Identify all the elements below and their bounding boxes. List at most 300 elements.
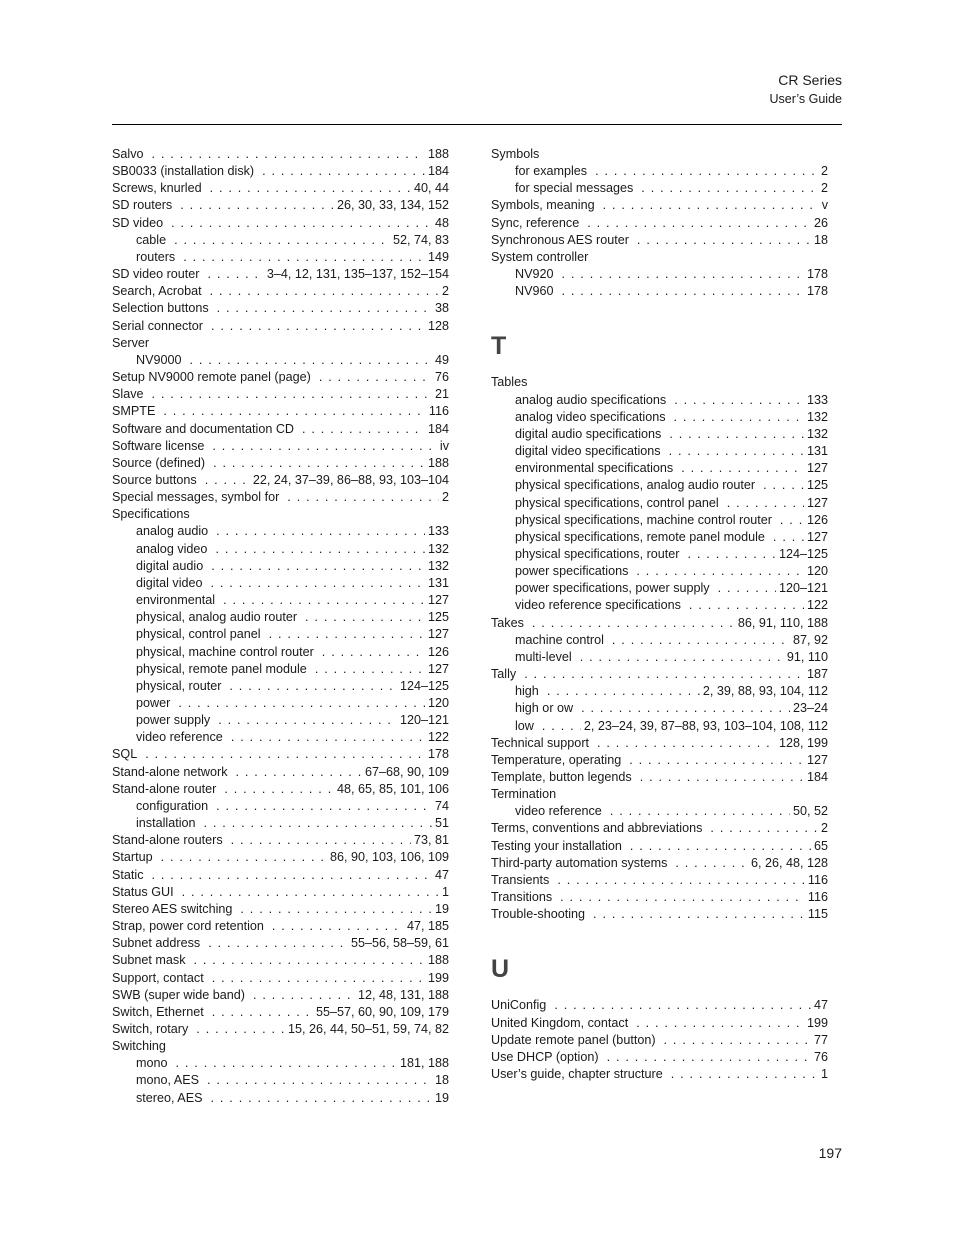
index-subentry: [491, 580, 828, 597]
index-entry: [491, 1049, 828, 1066]
index-term: Setup NV9000 remote panel (page): [112, 370, 311, 385]
index-entry: [112, 952, 449, 969]
index-term: Stereo AES switching: [112, 901, 233, 916]
index-term: environmental: [136, 593, 216, 608]
dot-leader: [240, 901, 432, 918]
index-entry: [491, 249, 828, 266]
index-subentry: [112, 541, 449, 558]
index-pages: 23–24: [792, 701, 828, 716]
dot-leader: [640, 769, 804, 786]
index-entry: [112, 867, 449, 884]
index-term: physical, control panel: [136, 627, 261, 642]
index-pages: 15, 26, 44, 50–51, 59, 74, 82: [287, 1021, 449, 1036]
index-entry: [112, 918, 449, 935]
index-subentry: [491, 632, 828, 649]
index-entry: [491, 820, 828, 837]
index-pages: 76: [434, 370, 449, 385]
dot-leader: [174, 232, 390, 249]
index-subentry: [112, 712, 449, 729]
dot-leader: [269, 626, 425, 643]
dot-leader: [302, 421, 425, 438]
index-term: analog video: [136, 541, 208, 556]
index-term: environmental specifications: [515, 461, 674, 476]
header-rule: [112, 124, 842, 125]
index-pages: 131: [427, 575, 449, 590]
index-pages: 52, 74, 83: [392, 232, 449, 247]
index-pages: 19: [434, 1090, 449, 1105]
index-term: Startup: [112, 850, 153, 865]
index-term: Specifications: [112, 507, 190, 522]
index-subentry: [112, 798, 449, 815]
index-pages: 2: [820, 821, 828, 836]
index-pages: 120: [806, 564, 828, 579]
dot-leader: [581, 700, 790, 717]
dot-leader: [664, 1032, 811, 1049]
index-term: SD routers: [112, 198, 173, 213]
index-entry: [491, 1066, 828, 1083]
index-term: digital video: [136, 575, 203, 590]
index-pages: 181, 188: [399, 1056, 449, 1071]
index-entry: [112, 489, 449, 506]
dot-leader: [205, 472, 250, 489]
index-entry: [491, 769, 828, 786]
index-subentry: [112, 558, 449, 575]
index-entry: [112, 781, 449, 798]
index-subentry: [491, 266, 828, 283]
index-pages: 116: [807, 890, 828, 905]
index-subentry: [112, 661, 449, 678]
index-entry: [112, 386, 449, 403]
dot-leader: [595, 163, 818, 180]
dot-leader: [152, 146, 425, 163]
index-term: Salvo: [112, 147, 144, 161]
dot-leader: [547, 683, 700, 700]
index-subentry: [491, 460, 828, 477]
dot-leader: [636, 563, 804, 580]
index-term: United Kingdom, contact: [491, 1015, 629, 1030]
index-pages: 38: [434, 301, 449, 316]
index-term: Transitions: [491, 890, 553, 905]
index-pages: 120–121: [399, 713, 449, 728]
index-term: physical, analog audio router: [136, 610, 298, 625]
dot-leader: [641, 180, 818, 197]
index-subentry: [112, 695, 449, 712]
index-term: Stand-alone routers: [112, 833, 223, 848]
dot-leader: [152, 867, 432, 884]
index-term: Strap, power cord retention: [112, 919, 264, 934]
dot-leader: [194, 952, 425, 969]
index-term: power specifications, power supply: [515, 581, 710, 596]
dot-leader: [152, 386, 432, 403]
index-pages: 115: [807, 907, 828, 922]
index-pages: 55–57, 60, 90, 109, 179: [315, 1004, 449, 1019]
index-pages: 122: [806, 598, 828, 613]
dot-leader: [163, 403, 426, 420]
index-pages: 132: [806, 426, 828, 441]
dot-leader: [182, 884, 439, 901]
index-term: digital video specifications: [515, 444, 661, 459]
index-pages: 184: [427, 421, 449, 436]
index-entry: [112, 935, 449, 952]
dot-leader: [675, 855, 748, 872]
index-term: physical specifications, control panel: [515, 495, 719, 510]
index-pages: 47, 185: [406, 919, 449, 934]
index-entry: [112, 1004, 449, 1021]
index-subentry: [491, 477, 828, 494]
index-pages: 47: [813, 998, 828, 1013]
index-term: Subnet mask: [112, 953, 186, 968]
index-term: UniConfig: [491, 998, 547, 1013]
index-entry: [491, 215, 828, 232]
index-entry: [112, 403, 449, 420]
section-letter: T: [491, 331, 507, 360]
dot-leader: [669, 443, 804, 460]
index-pages: 6, 26, 48, 128: [750, 855, 828, 870]
index-term: Takes: [491, 615, 524, 630]
index-entry: [112, 1021, 449, 1038]
dot-leader: [217, 300, 432, 317]
index-subentry: [112, 729, 449, 746]
index-term: Temperature, operating: [491, 752, 622, 767]
dot-leader: [218, 712, 397, 729]
index-subentry: [491, 409, 828, 426]
dot-leader: [630, 838, 811, 855]
dot-leader: [145, 746, 425, 763]
index-entry: [112, 764, 449, 781]
index-subentry: [112, 609, 449, 626]
index-entry: [112, 832, 449, 849]
index-subentry: [112, 575, 449, 592]
index-term: Tables: [491, 375, 528, 390]
dot-leader: [183, 249, 425, 266]
index-term: Software license: [112, 438, 205, 453]
dot-leader: [315, 661, 425, 678]
index-pages: 48: [434, 215, 449, 230]
index-pages: 199: [806, 1015, 828, 1030]
dot-leader: [231, 729, 425, 746]
index-term: mono: [136, 1056, 168, 1071]
index-entry: [112, 987, 449, 1004]
index-entry: [491, 872, 828, 889]
index-pages: 26: [813, 215, 828, 230]
dot-leader: [319, 369, 432, 386]
index-subentry: [112, 626, 449, 643]
dot-leader: [669, 426, 804, 443]
index-entry: [112, 180, 449, 197]
index-pages: 127: [806, 461, 828, 476]
index-column-left: [112, 146, 449, 1107]
index-term: power: [136, 696, 171, 710]
dot-leader: [607, 1049, 811, 1066]
dot-leader: [557, 872, 805, 889]
index-pages: 76: [813, 1049, 828, 1064]
dot-leader: [718, 580, 776, 597]
index-term: Symbols, meaning: [491, 198, 595, 213]
index-pages: 12, 48, 131, 188: [357, 987, 449, 1002]
dot-leader: [674, 392, 804, 409]
index-pages: 127: [427, 661, 449, 676]
index-pages: 2: [820, 164, 828, 179]
index-term: physical specifications, router: [515, 546, 680, 561]
index-subentry: [491, 163, 828, 180]
index-term: SQL: [112, 747, 138, 762]
index-term: Source (defined): [112, 455, 206, 470]
index-term: for special messages: [515, 181, 634, 196]
index-pages: 131: [806, 444, 828, 459]
dot-leader: [161, 849, 327, 866]
dot-leader: [262, 163, 425, 180]
index-term: low: [515, 718, 534, 733]
index-pages: 2, 39, 88, 93, 104, 112: [702, 684, 828, 699]
index-pages: 184: [806, 770, 828, 784]
index-term: Third-party automation systems: [491, 855, 668, 870]
dot-leader: [180, 197, 334, 214]
index-term: Static: [112, 867, 144, 882]
index-term: SB0033 (installation disk): [112, 164, 255, 179]
index-entry: [112, 197, 449, 214]
index-term: physical specifications, machine control router: [515, 512, 772, 527]
index-subentry: [112, 232, 449, 249]
dot-leader: [636, 1015, 804, 1032]
index-subentry: [491, 546, 828, 563]
index-term: configuration: [136, 798, 209, 813]
dot-leader: [597, 735, 776, 752]
dot-leader: [216, 798, 432, 815]
dot-leader: [211, 1090, 432, 1107]
index-entry: [112, 163, 449, 180]
index-term: video reference: [515, 804, 602, 819]
dot-leader: [560, 889, 805, 906]
index-entry: [491, 374, 828, 391]
index-subentry: [491, 803, 828, 820]
index-term: high or ow: [515, 701, 574, 716]
index-entry: [491, 752, 828, 769]
index-pages: 2, 23–24, 39, 87–88, 93, 103–104, 108, 112: [583, 718, 828, 733]
index-term: Software and documentation CD: [112, 421, 295, 436]
index-term: Template, button legends: [491, 770, 632, 784]
index-entry: [491, 1032, 828, 1049]
index-term: Termination: [491, 787, 557, 802]
dot-leader: [178, 695, 425, 712]
index-term: stereo, AES: [136, 1090, 203, 1105]
index-term: Sync, reference: [491, 215, 580, 230]
index-term: cable: [136, 232, 167, 247]
index-subentry: [112, 592, 449, 609]
index-term: routers: [136, 249, 176, 264]
index-term: Server: [112, 335, 150, 350]
dot-leader: [681, 460, 804, 477]
index-pages: 40, 44: [413, 181, 449, 196]
index-entry: [491, 997, 828, 1014]
index-subentry: [112, 1055, 449, 1072]
index-pages: 26, 30, 33, 134, 152: [336, 198, 449, 213]
dot-leader: [208, 266, 264, 283]
index-term: Stand-alone network: [112, 764, 228, 779]
index-term: mono, AES: [136, 1073, 200, 1088]
index-subentry: [491, 180, 828, 197]
index-pages: 127: [427, 593, 449, 608]
index-term: physical, machine control router: [136, 644, 314, 659]
index-pages: 55–56, 58–59, 61: [350, 936, 449, 951]
index-term: User’s guide, chapter structure: [491, 1067, 663, 1082]
index-term: physical specifications, remote panel module: [515, 529, 765, 544]
dot-leader: [208, 935, 348, 952]
index-pages: 120–121: [778, 581, 828, 596]
index-term: analog audio: [136, 524, 209, 539]
dot-leader: [211, 318, 425, 335]
index-entry: [491, 838, 828, 855]
index-subentry: [112, 815, 449, 832]
index-term: SMPTE: [112, 404, 156, 419]
index-pages: 127: [806, 529, 828, 544]
dot-leader: [210, 180, 411, 197]
dot-leader: [593, 906, 805, 923]
index-entry: [112, 215, 449, 232]
index-term: NV920: [515, 267, 554, 282]
index-term: Update remote panel (button): [491, 1032, 656, 1047]
index-term: installation: [136, 816, 196, 831]
dot-leader: [322, 644, 425, 661]
index-pages: 187: [806, 667, 828, 682]
index-term: video reference specifications: [515, 598, 681, 613]
index-term: SD video: [112, 215, 164, 230]
index-term: video reference: [136, 730, 223, 745]
index-term: Special messages, symbol for: [112, 490, 280, 505]
index-entry: [112, 1038, 449, 1055]
index-pages: 127: [806, 752, 828, 767]
index-pages: 1: [820, 1067, 828, 1082]
index-pages: 126: [806, 512, 828, 527]
index-term: Symbols: [491, 147, 540, 161]
index-term: Testing your installation: [491, 838, 622, 853]
index-pages: 22, 24, 37–39, 86–88, 93, 103–104: [252, 472, 449, 487]
index-term: physical, router: [136, 678, 222, 693]
index-entry: [491, 889, 828, 906]
dot-leader: [212, 1004, 313, 1021]
dot-leader: [305, 609, 425, 626]
dot-leader: [727, 495, 804, 512]
dot-leader: [532, 615, 735, 632]
index-pages: 48, 65, 85, 101, 106: [336, 781, 449, 796]
index-subentry: [491, 700, 828, 717]
index-term: Subnet address: [112, 936, 201, 951]
dot-leader: [196, 1021, 285, 1038]
dot-leader: [216, 523, 425, 540]
index-term: Use DHCP (option): [491, 1049, 599, 1064]
index-pages: 133: [427, 524, 449, 539]
index-entry: [112, 970, 449, 987]
index-pages: iv: [439, 438, 449, 453]
index-pages: 77: [813, 1032, 828, 1047]
index-term: Switch, rotary: [112, 1021, 189, 1036]
index-term: digital audio specifications: [515, 426, 662, 441]
dot-leader: [710, 820, 818, 837]
index-subentry: [491, 495, 828, 512]
index-pages: 127: [806, 495, 828, 510]
index-term: Search, Acrobat: [112, 284, 202, 299]
index-entry: [491, 232, 828, 249]
index-pages: 122: [427, 730, 449, 745]
index-pages: 127: [427, 627, 449, 642]
index-pages: 132: [806, 409, 828, 424]
index-pages: 128, 199: [778, 735, 828, 750]
dot-leader: [587, 215, 811, 232]
index-subentry: [112, 523, 449, 540]
index-term: Screws, knurled: [112, 181, 202, 196]
index-entry: [491, 786, 828, 803]
dot-leader: [674, 409, 804, 426]
dot-leader: [223, 592, 425, 609]
index-entry: [112, 849, 449, 866]
index-pages: 199: [427, 970, 449, 985]
index-pages: 86, 90, 103, 106, 109: [329, 850, 449, 865]
index-pages: 133: [806, 392, 828, 407]
dot-leader: [190, 352, 432, 369]
dot-leader: [542, 718, 581, 735]
index-pages: 178: [806, 267, 828, 282]
index-entry: [112, 266, 449, 283]
index-term: NV960: [515, 284, 554, 299]
dot-leader: [603, 197, 819, 214]
header-guide: User’s Guide: [769, 92, 842, 106]
index-term: Support, contact: [112, 970, 204, 985]
dot-leader: [562, 283, 804, 300]
index-term: Serial connector: [112, 318, 204, 333]
page-number: 197: [818, 1145, 842, 1161]
index-pages: 91, 110: [786, 649, 828, 664]
index-pages: 21: [434, 387, 449, 402]
index-term: Status GUI: [112, 884, 174, 899]
index-term: Stand-alone router: [112, 781, 217, 796]
index-pages: 125: [806, 478, 828, 493]
dot-leader: [171, 215, 432, 232]
index-pages: 178: [806, 284, 828, 299]
header-series: CR Series: [778, 72, 842, 88]
index-term: Trouble-shooting: [491, 907, 586, 922]
dot-leader: [236, 764, 362, 781]
index-pages: 2: [441, 284, 449, 299]
dot-leader: [688, 546, 776, 563]
index-term: for examples: [515, 164, 588, 179]
dot-leader: [211, 558, 425, 575]
index-entry: [112, 300, 449, 317]
index-column-right: [491, 146, 828, 1083]
dot-leader: [204, 815, 432, 832]
dot-leader: [253, 987, 355, 1004]
dot-leader: [212, 970, 425, 987]
index-term: multi-level: [515, 649, 572, 664]
index-pages: 188: [427, 455, 449, 470]
running-header: [770, 71, 843, 109]
index-pages: 51: [434, 816, 449, 831]
index-term: Switch, Ethernet: [112, 1004, 204, 1019]
index-term: Terms, conventions and abbreviations: [491, 821, 703, 836]
dot-leader: [689, 597, 804, 614]
index-pages: 67–68, 90, 109: [364, 764, 449, 779]
dot-leader: [612, 632, 790, 649]
dot-leader: [610, 803, 790, 820]
index-term: digital audio: [136, 558, 204, 573]
index-pages: 18: [813, 232, 828, 247]
dot-leader: [763, 477, 804, 494]
index-pages: 49: [434, 352, 449, 367]
index-pages: 74: [434, 798, 449, 813]
index-entry: [491, 197, 828, 214]
dot-leader: [231, 832, 411, 849]
index-subentry: [112, 249, 449, 266]
index-pages: 149: [427, 249, 449, 264]
dot-leader: [176, 1055, 397, 1072]
